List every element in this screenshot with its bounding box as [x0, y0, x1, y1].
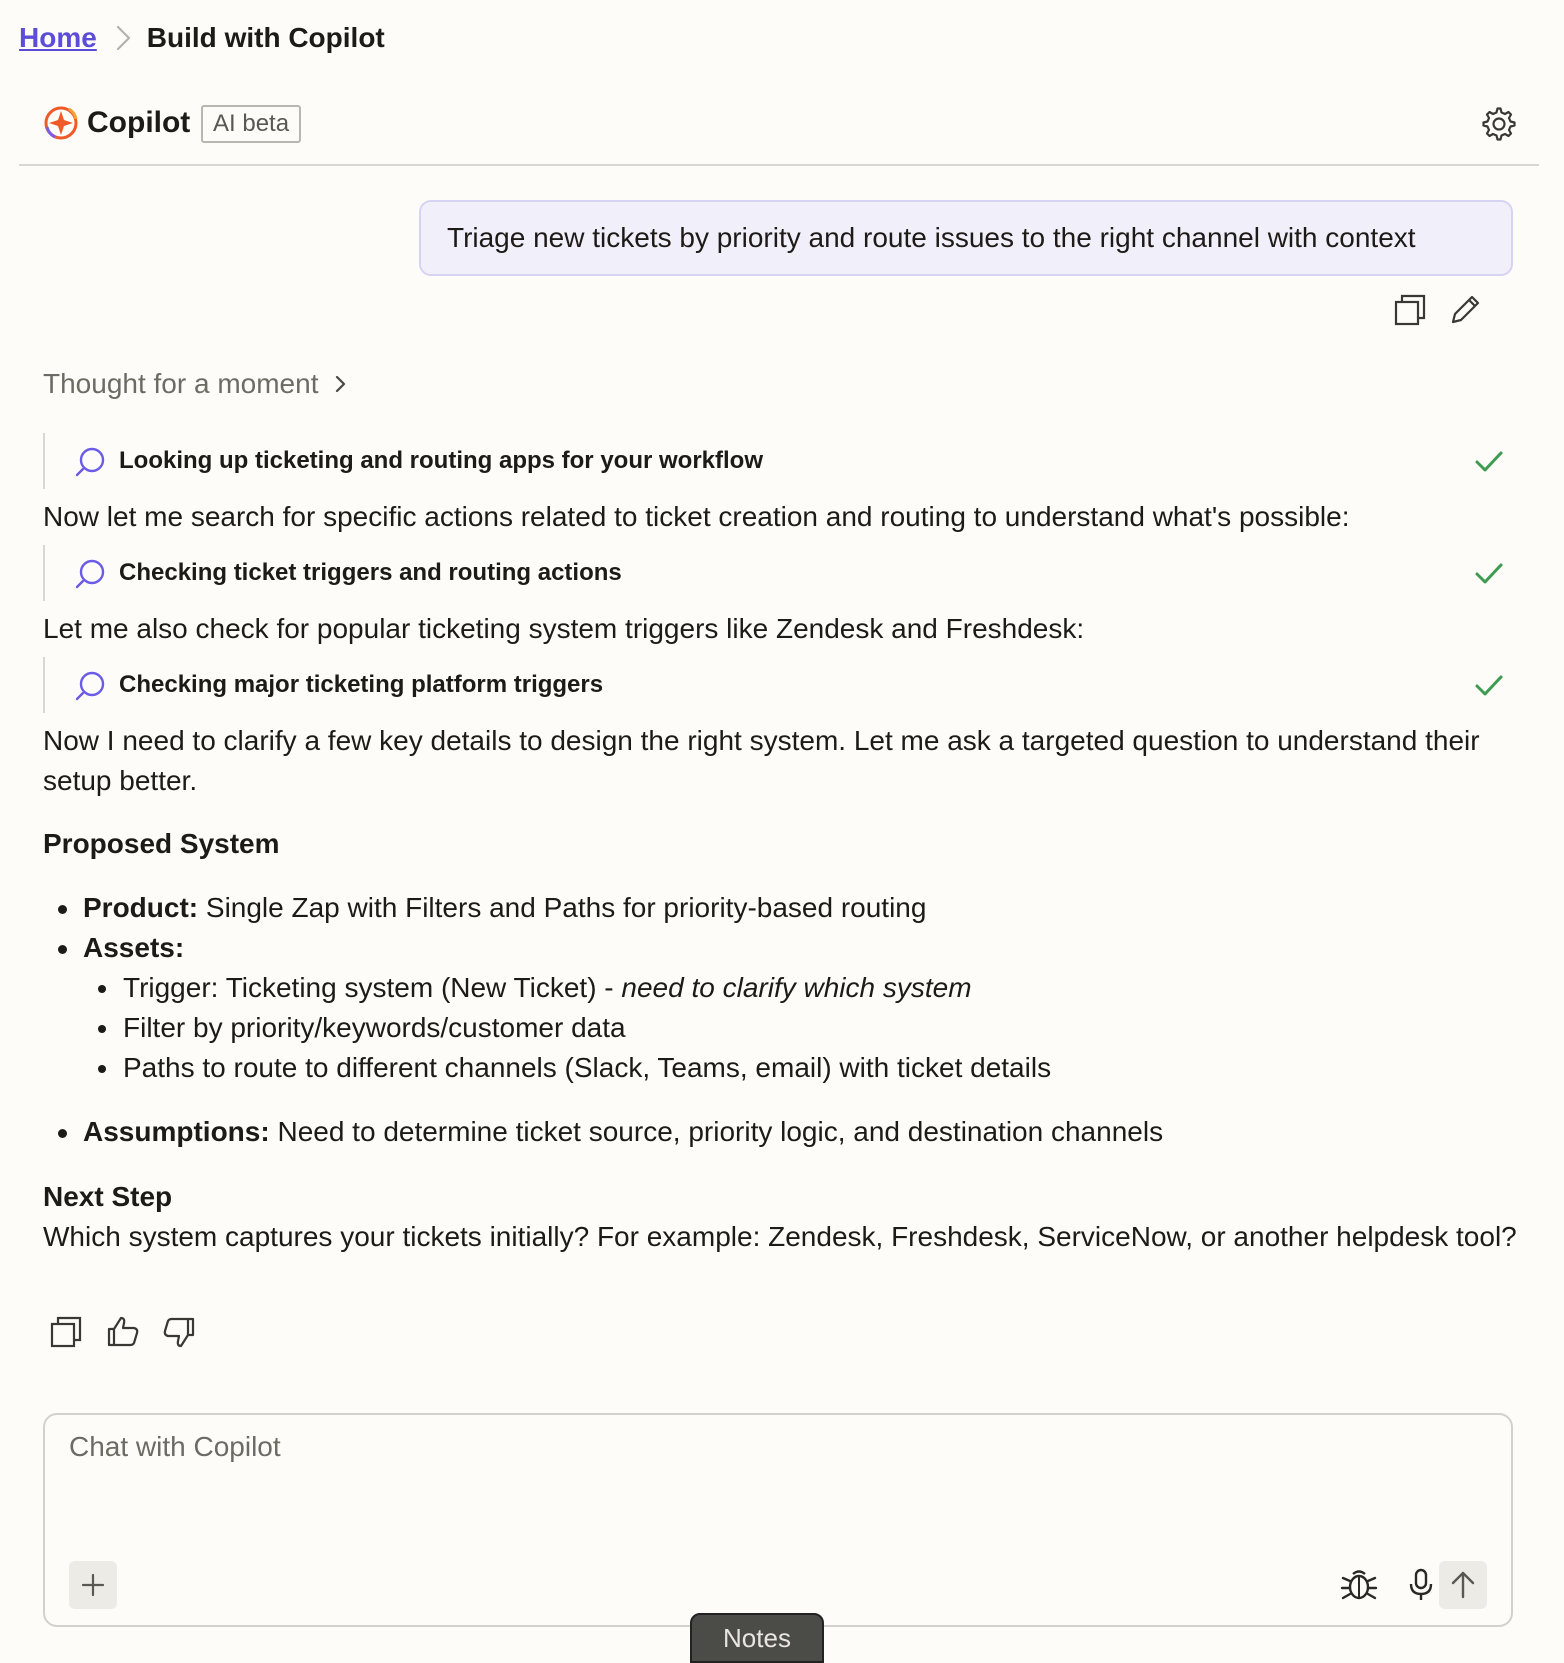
thumbs-up-icon[interactable] [103, 1312, 143, 1352]
copy-icon[interactable] [47, 1312, 87, 1352]
tool-step-label: Looking up ticketing and routing apps for your workflow [119, 447, 763, 474]
user-message: Triage new tickets by priority and route issues to the right channel with context [419, 200, 1513, 276]
next-step-heading: Next Step [43, 1181, 173, 1212]
microphone-icon[interactable] [1397, 1561, 1445, 1609]
chevron-right-icon [103, 18, 143, 58]
trigger-note: need to clarify which system [621, 972, 972, 1003]
breadcrumb-home-link[interactable]: Home [19, 22, 97, 53]
tool-step [43, 657, 1513, 713]
tool-step-label: Checking major ticketing platform triggers [119, 671, 604, 698]
search-icon [73, 445, 107, 479]
proposed-system-heading: Proposed System [43, 828, 280, 859]
copilot-logo-icon [43, 105, 79, 141]
tool-step [43, 433, 1513, 489]
send-arrow-up-icon[interactable] [1439, 1561, 1487, 1609]
next-step-text: Which system captures your tickets initially? For example: Zendesk, Freshdesk, ServiceNow, or another helpdesk tool? [43, 1221, 1517, 1252]
ai-beta-badge: AI beta [201, 105, 301, 143]
list-item [43, 928, 1051, 1088]
filter-text: Filter by priority/keywords/customer data [123, 1012, 626, 1043]
assistant-paragraph: Now let me search for specific actions related to ticket creation and routing to understand what's possible: [43, 501, 1350, 532]
message-actions [47, 1312, 199, 1352]
assumptions-label: Assumptions: [83, 1116, 270, 1147]
gear-icon[interactable] [1479, 104, 1519, 144]
list-item [83, 1048, 1051, 1088]
thumbs-down-icon[interactable] [159, 1312, 199, 1352]
list-item [43, 888, 1051, 928]
search-icon [73, 669, 107, 703]
copilot-header [19, 96, 1539, 166]
assumptions-text: Need to determine ticket source, priority logic, and destination channels [269, 1116, 1164, 1147]
plus-icon[interactable] [69, 1561, 117, 1609]
thought-label: Thought for a moment [43, 368, 319, 399]
list-item [43, 1112, 1163, 1152]
assistant-paragraph: Now I need to clarify a few key details to design the right system. Let me ask a targeted question to understand their setup better. [43, 725, 1480, 796]
product-label: Product: [83, 892, 199, 923]
search-icon [73, 557, 107, 591]
assets-sublist [83, 968, 1051, 1088]
chat-composer [43, 1413, 1513, 1627]
breadcrumb [19, 18, 385, 58]
list-item [83, 1008, 1051, 1048]
bug-report-icon[interactable] [1335, 1561, 1383, 1609]
thought-toggle[interactable] [43, 364, 352, 404]
chat-input[interactable] [69, 1431, 1469, 1531]
list-item [83, 968, 1051, 1008]
product-text: Single Zap with Filters and Paths for priority-based routing [198, 892, 927, 923]
proposed-system-list [43, 888, 1051, 1088]
assumptions-list [43, 1112, 1163, 1152]
check-icon [1473, 445, 1505, 477]
notes-tab[interactable]: Notes [690, 1613, 824, 1663]
app-title: Copilot [87, 106, 191, 139]
check-icon [1473, 669, 1505, 701]
check-icon [1473, 557, 1505, 589]
assets-label: Assets: [83, 932, 185, 963]
copy-icon[interactable] [1390, 290, 1430, 330]
breadcrumb-current: Build with Copilot [146, 22, 385, 53]
assistant-paragraph: Let me also check for popular ticketing system triggers like Zendesk and Freshdesk: [43, 613, 1085, 644]
tool-step [43, 545, 1513, 601]
trigger-text: Trigger: Ticketing system (New Ticket) - [123, 972, 622, 1003]
tool-step-label: Checking ticket triggers and routing actions [119, 559, 622, 586]
edit-pencil-icon[interactable] [1445, 290, 1485, 330]
paths-text: Paths to route to different channels (Slack, Teams, email) with ticket details [123, 1052, 1052, 1083]
chevron-right-icon [330, 369, 352, 399]
